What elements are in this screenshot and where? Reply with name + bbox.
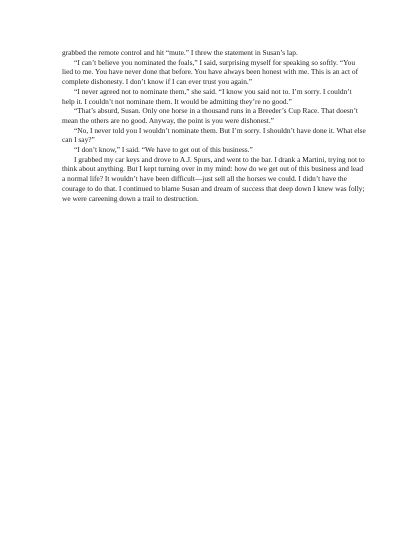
paragraph: grabbed the remote control and hit “mute.” I threw the statement in Susan’s lap. (62, 48, 298, 57)
paragraph: “No, I never told you I wouldn’t nominate them. But I’m sorry. I shouldn’t have done it. What else can I say?” (62, 125, 366, 145)
paragraph: “I never agreed not to nominate them,” she said. “I know you said not to. I’m sorry. I couldn’t help it. I couldn’t not nominate them. It would be admitting they’re no good.” (62, 86, 352, 106)
body-text (62, 48, 366, 203)
paragraph: “I can’t believe you nominated the foals,” I said, surprising myself for speaking so softly. “You lied to me. You have never done that before. You have always been honest with me. This is an act of complete dishonesty. I don’t know if I can ever trust you again.” (62, 57, 359, 87)
paragraph: “That’s absurd, Susan. Only one horse in a thousand runs in a Breeder’s Cup Race. That doesn’t mean the others are no good. Anyway, the point is you were dishonest.” (62, 106, 358, 125)
paragraph: “I don’t know,” I said. “We have to get out of this business.” (74, 145, 253, 155)
paragraph: I grabbed my car keys and drove to A.J. Spurs, and went to the bar. I drank a Martini, trying not to think about anything. But I kept turning over in my mind: how do we get out of this business and lead a normal life? It wouldn’t have been difficult—just sell all the horses we could. I didn’t have the courage to do that. I continued to blame Susan and dream of success that deep down I knew was folly; we were careening down a trail to destruction. (62, 154, 365, 203)
